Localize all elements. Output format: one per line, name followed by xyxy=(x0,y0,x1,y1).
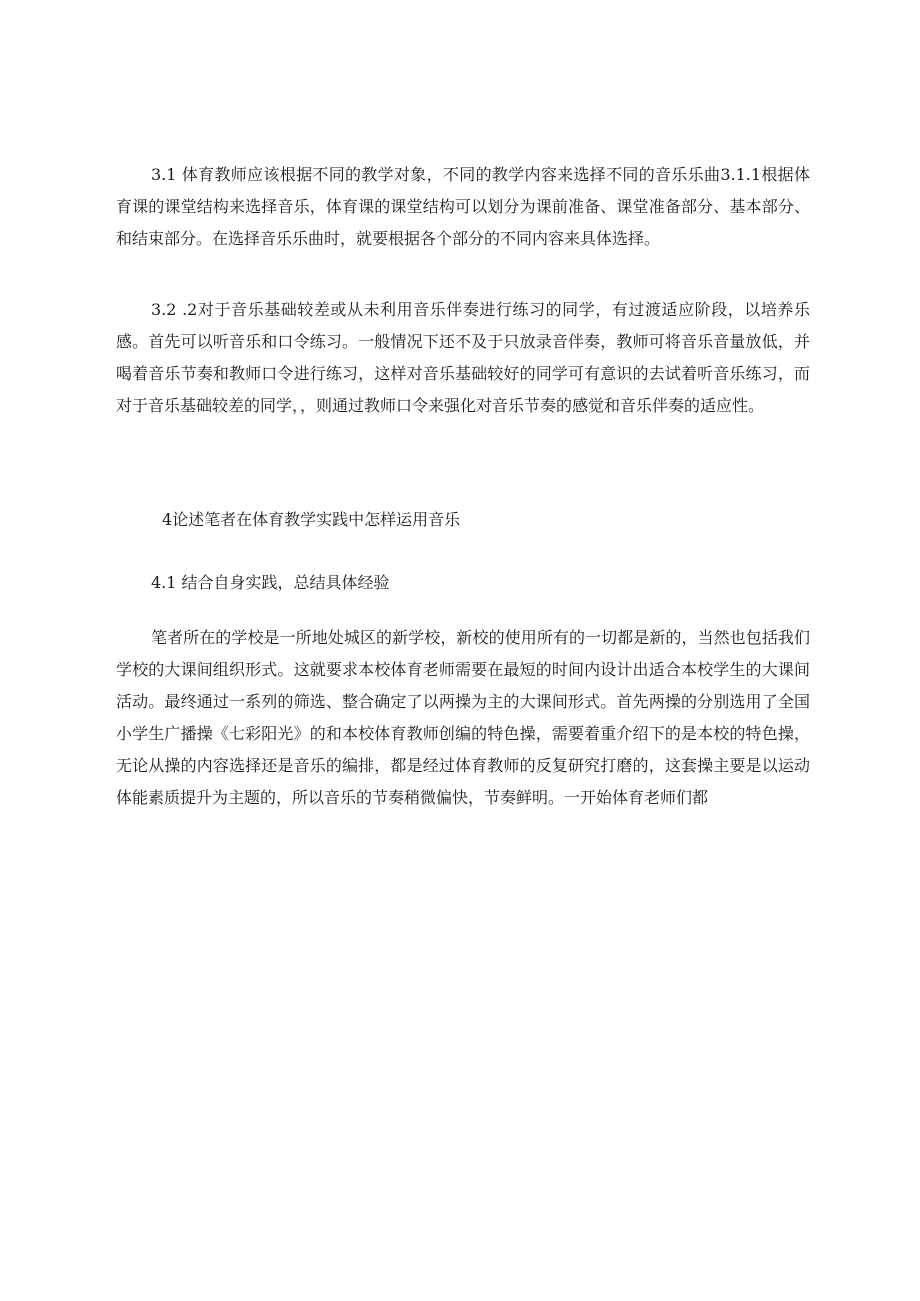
paragraph-3-2: 3.2 .2对于音乐基础较差或从未利用音乐伴奏进行练习的同学，有过渡适应阶段，以培养乐感。首先可以听音乐和口令练习。一般情况下还不及于只放录音伴奏，教师可将音乐音量放低，并喝着音乐节奏和教师口令进行练习，这样对音乐基础较好的同学可有意识的去试着听音乐练习，而对于音乐基础较差的同学，，则通过教师口令来强化对音乐节奏的感觉和音乐伴奏的适应性。 xyxy=(116,300,810,415)
paragraph-4-1-body: 笔者所在的学校是一所地处城区的新学校，新校的使用所有的一切都是新的，当然也包括我们学校的大课间组织形式。这就要求本校体育老师需要在最短的时间内设计出适合本校学生的大课间活动。最终通过一系列的筛选、整合确定了以两操为主的大课间形式。首先两操的分别选用了全国小学生广播操《七彩阳光》的和本校体育教师创编的特色操，需要着重介绍下的是本校的特色操，无论从操的内容选择还是音乐的编排，都是经过体育教师的反复研究打磨的，这套操主要是以运动体能素质提升为主题的，所以音乐的节奏稍微偏快，节奏鲜明。一开始体育老师们都 xyxy=(116,628,810,807)
subsection-heading-4-1: 4.1 结合自身实践，总结具体经验 xyxy=(151,573,390,592)
section-heading-4: 4论述笔者在体育教学实践中怎样运用音乐 xyxy=(162,510,461,529)
paragraph-3-1: 3.1 体育教师应该根据不同的教学对象，不同的教学内容来选择不同的音乐乐曲3.1.1根据体育课的课堂结构来选择音乐，体育课的课堂结构可以划分为课前准备、课堂准备部分、基本部分、和结束部分。在选择音乐乐曲时，就要根据各个部分的不同内容来具体选择。 xyxy=(116,165,810,248)
